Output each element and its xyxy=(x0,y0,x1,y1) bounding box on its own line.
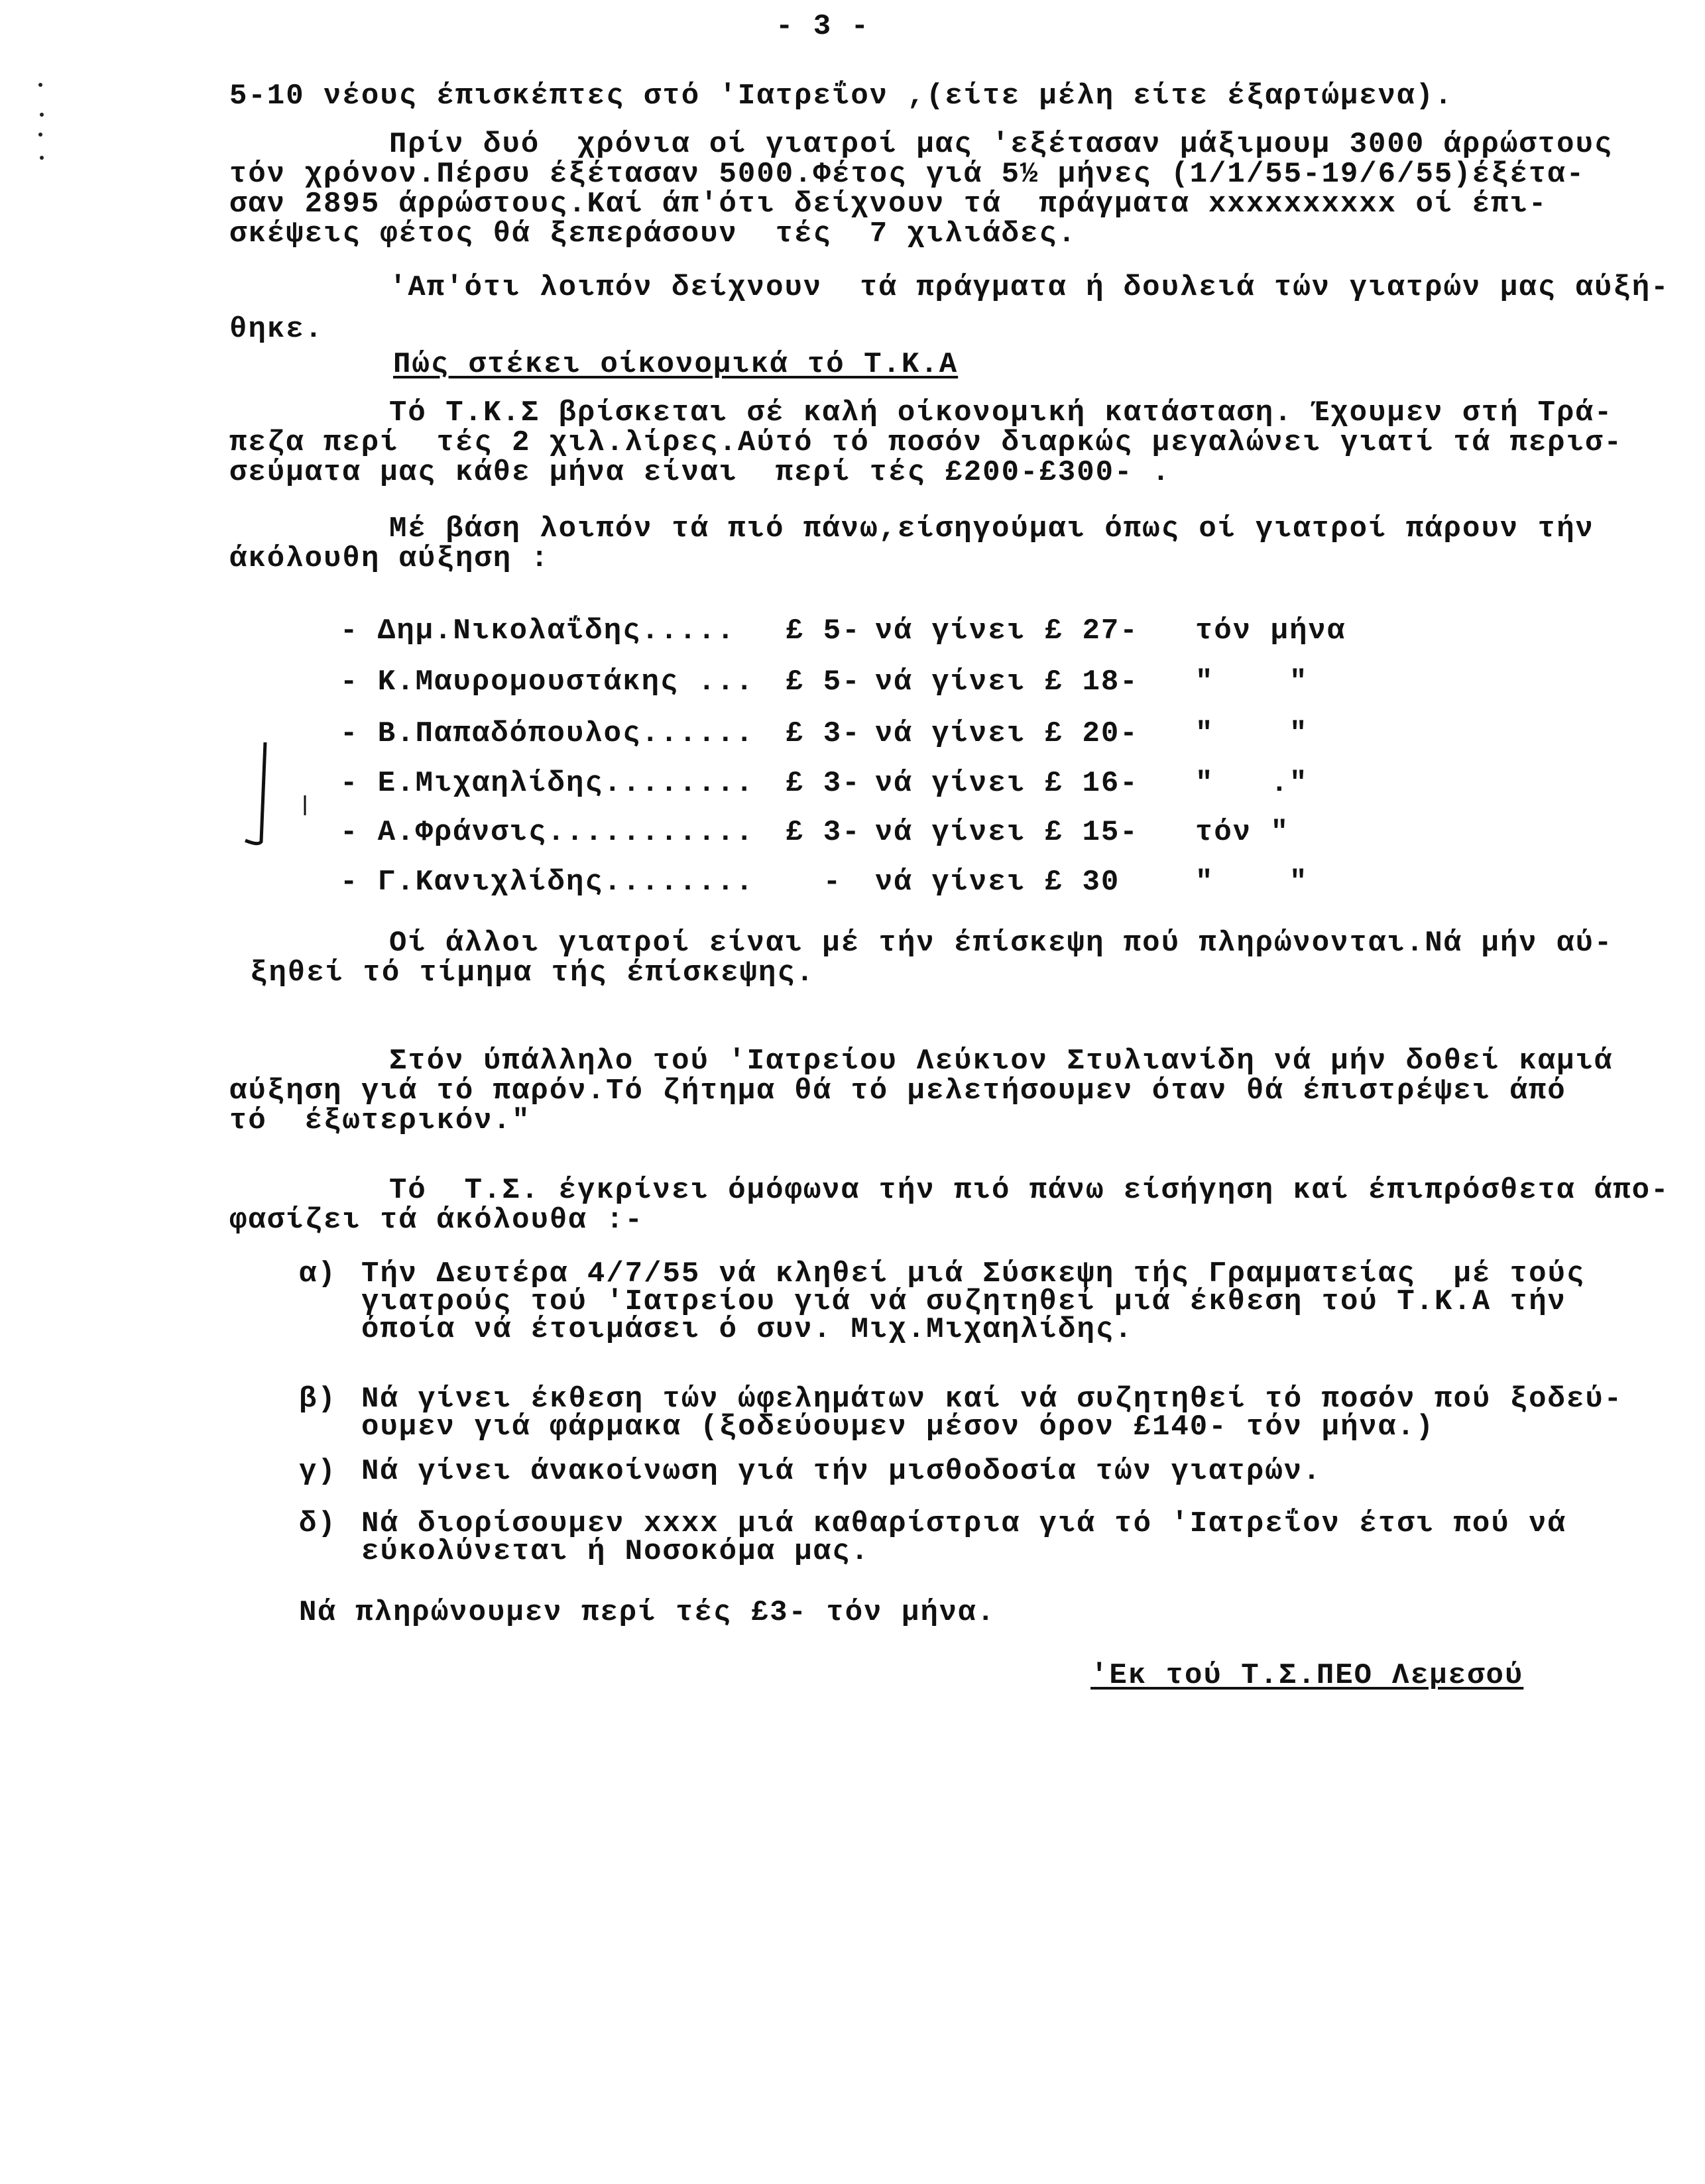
current-salary: £ 3- xyxy=(786,816,861,849)
doctor-name: - Ε.Μιχαηλίδης........ xyxy=(340,767,754,800)
text-line: Τήν Δευτέρα 4/7/55 νά κληθεί μιά Σύσκεψη τής Γραμματείας μέ τούς xyxy=(361,1257,1586,1291)
new-salary: νά γίνει £ 20- xyxy=(875,717,1139,750)
doctor-name: - Β.Παπαδόπουλος...... xyxy=(340,717,754,750)
new-salary: νά γίνει £ 18- xyxy=(875,665,1139,699)
text-line: Στόν ύπάλληλο τού 'Ιατρείου Λεύκιον Στυλιανίδη νά μήν δοθεί καμιά xyxy=(389,1045,1614,1078)
text-line: εύκολύνεται ή Νοσοκόμα μας. xyxy=(361,1535,870,1568)
text-line: πεζα περί τές 2 χιλ.λίρες.Αύτό τό ποσόν διαρκώς μεγαλώνει γιατί τά περισ- xyxy=(229,426,1623,459)
text-line: γιατρούς τού 'Ιατρείου γιά νά συζητηθεί μιά έκθεση τού Τ.Κ.Α τήν xyxy=(361,1285,1566,1318)
text-line: ουμεν γιά φάρμακα (ξοδεύουμεν μέσον όρον £140- τόν μήνα.) xyxy=(361,1410,1435,1444)
section-heading: Πώς στέκει οίκονομικά τό Τ.Κ.Α xyxy=(393,348,959,381)
doctor-name: - Δημ.Νικολαΐδης..... xyxy=(340,614,736,648)
text-line: Μέ βάση λοιπόν τά πιό πάνω,είσηγούμαι όπως οί γιατροί πάρουν τήν xyxy=(389,512,1594,546)
current-salary: - xyxy=(786,866,843,899)
text-line: θηκε. xyxy=(229,313,324,346)
current-salary: £ 3- xyxy=(786,717,861,750)
margin-mark xyxy=(38,133,42,137)
current-salary: £ 3- xyxy=(786,767,861,800)
salary-period: " " xyxy=(1195,717,1309,750)
new-salary: νά γίνει £ 30 xyxy=(875,866,1120,899)
text-line: τόν χρόνον.Πέρσυ έξέτασαν 5000.Φέτος γιά 5½ μήνες (1/1/55-19/6/55)έξέτα- xyxy=(229,158,1586,191)
doctor-name: - Κ.Μαυρομουστάκης ... xyxy=(340,665,754,699)
margin-mark xyxy=(38,83,42,87)
text-line: Οί άλλοι γιατροί είναι μέ τήν έπίσκεψη πού πληρώνονται.Νά μήν αύ- xyxy=(389,927,1614,960)
handwritten-bracket xyxy=(232,736,318,855)
doctor-name: - Γ.Κανιχλίδης........ xyxy=(340,866,754,899)
decision-label: α) xyxy=(299,1257,337,1291)
margin-mark xyxy=(40,113,44,117)
decision-label: γ) xyxy=(299,1455,337,1488)
text-line: Τό Τ.Σ. έγκρίνει όμόφωνα τήν πιό πάνω είσήγηση καί έπιπρόσθετα άπο- xyxy=(389,1174,1670,1207)
salary-period: τόν μήνα xyxy=(1195,614,1346,648)
text-line: όποία νά έτοιμάσει ό συν. Μιχ.Μιχαηλίδης. xyxy=(361,1313,1134,1346)
text-line: φασίζει τά άκόλουθα :- xyxy=(229,1204,644,1237)
decision-label: β) xyxy=(299,1383,337,1416)
new-salary: νά γίνει £ 16- xyxy=(875,767,1139,800)
page-number: - 3 - xyxy=(776,10,870,43)
text-line: σεύματα μας κάθε μήνα είναι περί τές £200-£300- . xyxy=(229,456,1171,489)
salary-period: " " xyxy=(1195,866,1309,899)
text-line: 'Απ'ότι λοιπόν δείχνουν τά πράγματα ή δουλειά τών γιατρών μας αύξή- xyxy=(389,271,1670,304)
text-line: ξηθεί τό τίμημα τής έπίσκεψης. xyxy=(250,956,815,990)
text-line: τό έξωτερικόν." xyxy=(229,1104,531,1137)
text-line: Νά γίνει έκθεση τών ώφελημάτων καί νά συζητηθεί τό ποσόν πού ξοδεύ- xyxy=(361,1383,1623,1416)
salary-period: " " xyxy=(1195,665,1309,699)
text-line: Πρίν δυό χρόνια οί γιατροί μας 'εξέτασαν μάξιμουμ 3000 άρρώστους xyxy=(389,128,1614,161)
current-salary: £ 5- xyxy=(786,665,861,699)
doctor-name: - Α.Φράνσις........... xyxy=(340,816,754,849)
salary-period: " ." xyxy=(1195,767,1309,800)
text-line: σκέψεις φέτος θά ξεπεράσουν τές 7 χιλιάδες. xyxy=(229,217,1077,251)
text-line: άκόλουθη αύξηση : xyxy=(229,542,550,575)
text-line: Νά διορίσουμεν xxxx μιά καθαρίστρια γιά τό 'Ιατρεΐον έτσι πού νά xyxy=(361,1507,1566,1540)
text-line: αύξηση γιά τό παρόν.Τό ζήτημα θά τό μελετήσουμεν όταν θά έπιστρέψει άπό xyxy=(229,1074,1566,1108)
text-line: Τό Τ.Κ.Σ βρίσκεται σέ καλή οίκονομική κατάσταση. Έχουμεν στή Τρά- xyxy=(389,396,1614,430)
intro-line: 5-10 νέους έπισκέπτες στό 'Ιατρεΐον ,(είτε μέλη είτε έξαρτώμενα). xyxy=(229,80,1454,113)
current-salary: £ 5- xyxy=(786,614,861,648)
salary-period: τόν " xyxy=(1195,816,1290,849)
decision-label: δ) xyxy=(299,1507,337,1540)
text-line: Νά γίνει άνακοίνωση γιά τήν μισθοδοσία τών γιατρών. xyxy=(361,1455,1322,1488)
text-line: σαν 2895 άρρώστους.Καί άπ'ότι δείχνουν τά πράγματα xxxxxxxxxx οί έπι- xyxy=(229,188,1548,221)
new-salary: νά γίνει £ 15- xyxy=(875,816,1139,849)
margin-mark xyxy=(40,156,44,160)
cleaner-pay-line: Νά πληρώνουμεν περί τές £3- τόν μήνα. xyxy=(299,1596,996,1629)
new-salary: νά γίνει £ 27- xyxy=(875,614,1139,648)
signature: 'Εκ τού Τ.Σ.ΠΕΟ Λεμεσού xyxy=(1090,1659,1524,1692)
